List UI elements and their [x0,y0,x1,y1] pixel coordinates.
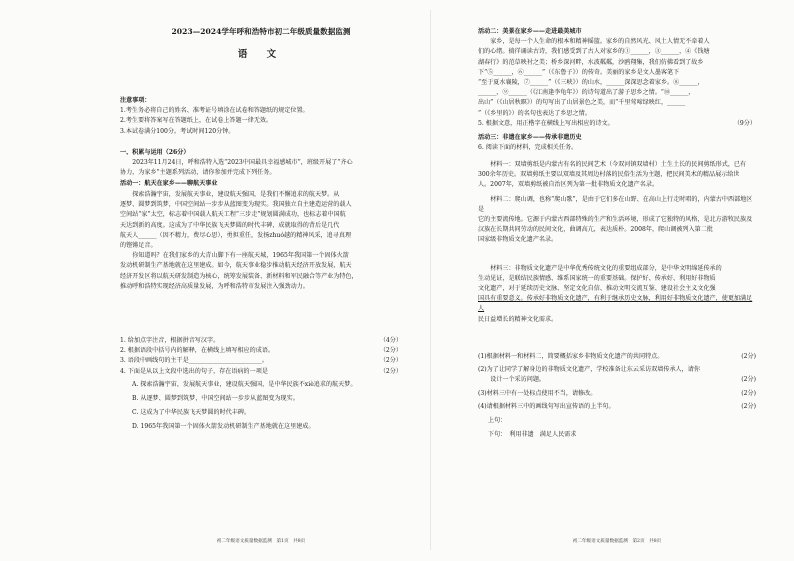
activity-heading: 活动三：非遗在家乡——传承非遗历史 [478,134,582,141]
activity-two [478,27,756,129]
section-heading: 一、积累与运用（26分） [120,149,190,156]
page-footer: 初二年级语文质量数据监测 第1页 共8页 [216,539,306,544]
note-item: 1.考生务必将自己的姓名、准考证号填涂在试卷和答题纸的规定位置。 [120,107,309,115]
question-1 [120,336,402,346]
passage-line: 推动呼和浩特实现经济高质量发展，为呼和浩特市发展注入强劲动力。 [120,282,309,290]
question-score: （9分） [733,119,756,127]
task-text: (2)为了让同学了解身边的非物质文化遗产，学校准备让东云采访双墙传承人，请你 [478,366,700,374]
questions [120,336,402,433]
notes-section [120,96,402,137]
question-text: 3. 语段中画线句的主干是________________________。 [120,357,268,365]
exam-title: 2023—2024学年呼和浩特市初二年级质量数据监测 [171,27,351,36]
passage-line: 你知道吗？在我们家乡的大青山脚下有一座航天城，1965年我国第一个固体火箭 [132,252,349,260]
option-a: A. 探索浩瀚宇宙，发展航天事业，建设航天强国，是中华民族不xiè追求的航天梦。 [132,380,357,388]
option-b: B. 从逐梦、圆梦到筑梦，中国空间站一步步从蓝图变为现实。 [132,395,299,403]
intro-line: 2023年11月24日，呼和浩特入选“2023中国最具幸福感城市”，班级开展了“齐心 [132,159,353,167]
activity-heading: 活动一：航天在家乡——聊航天事业 [120,179,218,187]
question-text: 4. 下面是从以上文段中选出的句子，存在语病的一项是 [120,367,268,375]
right-page [478,0,756,561]
material-line: 材料一：双墙剪纸是内蒙古有名的民间艺术（今双河镇双墙村）土生土长的民间剪纸形式，已有 [490,161,747,168]
passage-line: ______，⑨______（《江南逢李龟年》）的诗句道出了游子思乡之情。“⑩______， [478,89,695,97]
subject-title: 语 文 [237,49,285,60]
material-line: 材料二：爬山调，也称“爬山歌”，是由于它们多在山野、在高山上行走时唱的，内蒙古中西部地区是 [478,195,753,213]
material-line: 国家级非物质文化遗产名录。 [478,236,558,244]
task-3 [478,389,756,399]
question-score: （2分） [379,357,402,365]
lower-line: 下句： 利用非遗 满足人民需求 [488,431,577,439]
passage-line: 湖春行》的范草映衬之美；桥乡深河畔，水波粼粼，沙鸥翔集，我们仿佛看到了故乡 [478,58,704,66]
passage [120,190,402,292]
question-3 [120,356,402,366]
material-line: 文化遗产，对于延续历史文脉、坚定文化自信、推动文明交流互鉴、建设社会主义文化强 [478,285,716,293]
task-4 [478,402,756,412]
option-c: C. 这成为了中华民族飞天梦圆的时代丰碑。 [132,409,251,417]
passage-line: ”（《乡里的》）的名句也表达了乡思之情。 [478,109,591,117]
passage-line: 的铿锵足音。 [120,242,157,250]
materials [478,160,756,325]
question-text: 2. 根据语段中括号内的解释，在横线上填写相应的成语。 [120,347,275,355]
passage-line: 天达到新的高度。这成为了中华民族飞天梦圆的时代丰碑，成就取得的背后是几代 [120,221,340,229]
passage-line: 家乡，是每一个人生命的根本和精神摇篮。家乡的自然风光、风土人情无不牵着人 [490,38,710,46]
passage-line: 逐梦、圆梦到筑梦，中国空间站一步步从蓝图变为现实。我国独立自主建造运营的载人 [120,201,352,209]
material-line: 汉族在长期共同劳动的民间文化，曲调高亢，表达质朴。2008年，爬山调被列入第二批 [478,226,713,234]
task-text: (3)材料三中有一处标点使用不当，请修改。 [478,389,597,397]
passage-line: 空间站“家”太空，标志着中国载人航天工程“三步走”规划圆满成功，也标志着中国航 [120,211,346,219]
question-4 [120,367,402,377]
passage-line: 航天人______（因不精力，费尽心思），勇担重任，发扬zhuó越的精神风采，追寻真理 [120,231,352,239]
material-line: 300余年历史。双墙剪纸主要以双墙及其周边村落的民俗生活为主题，把民间美术的精品展示给世 [478,171,740,179]
page-divider [430,10,431,550]
question-score: （2分） [379,367,402,375]
task-score: (2分) [741,402,756,410]
passage-line: “至于夏水襄陵，⑦______”（《三峡》）的山水，______深深思念着家乡。⑧______， [478,79,704,87]
note-item: 2.考生要将答案写在答题纸上，在试卷上答题一律无效。 [120,117,273,125]
section-one [120,148,402,189]
activity-three [478,133,756,153]
task-text: 设计一个采访问题。 [478,376,546,384]
page-footer: 初二年级语文质量数据监测 第2页 共8页 [572,539,662,544]
upper-line: 上句： [488,417,507,425]
question-score: （2分） [379,347,402,355]
passage-line: 发动机研制生产基地就在这里建成。如今，航天事业稳步推动航天经济开放发展，航天 [120,262,352,270]
option-d: D. 1965年我国第一个固体火箭发动机研制生产基地就在这里建成。 [132,423,315,431]
task-text: (1)根据材料一和材料二，简要概括家乡非物质文化遗产的共同特点。 [478,353,664,360]
passage-line: 经济开发区将以航天研发制造为核心，统筹发展装备、新材料和军民融合等产业为特色， [120,272,358,280]
question-text: 1. 给加点字注音，根据拼音写汉字。 [120,337,220,344]
intro-line: 协力，为家乡”主题系列活动，请你参加并完成下列任务。 [120,169,276,177]
material-line: 国具有重要意义。传承好非物质文化遗产，有利于继承历史文脉，利用好非物质文化遗产，使更加满足人 [478,295,753,313]
tasks [478,352,756,440]
task-2 [478,365,756,375]
passage-line: 们的心绪。徜徉诵读古诗，我们感受到了古人对家乡的①______，③______，④《钱塘 [478,48,710,56]
task-score: (2分) [741,353,756,360]
left-page [120,0,402,561]
question-6: 6. 阅读下面的材料，完成相关任务。 [478,144,578,152]
notes-heading: 注意事项： [120,97,151,104]
passage-line: 探索浩瀚宇宙，发展航天事业，建设航天强国，是我们不懈追求的航天梦。从 [132,191,340,198]
activity-heading: 活动二：美景在家乡——走进最美城市 [478,28,582,35]
material-line: 生动见证，是联结民族情感、维系国家统一的重要基础。保护好、传承好、利用好非物质 [478,274,716,282]
question-2 [120,346,402,356]
task-1 [478,352,756,362]
task-text: (4)请根据材料三中的画线句写出宣传语的上半句。 [478,402,615,410]
task-score: (2分) [741,389,756,397]
passage-line: 下“⑤______，⑥______”（《东鲁子》）的传奇。美丽的家乡是文人墨客笔下 [478,68,680,76]
question-score: （4分） [379,337,402,344]
question-text: 5. 根据文意，用正楷字在横线上写出相应的诗文。 [478,119,614,127]
material-line: 人。2007年，双墙剪纸被自治区列为第一批非物质文化遗产名录。 [478,181,659,189]
task-score: (2分) [741,376,756,384]
material-line: 民日益增长的精神文化需求。 [478,315,558,323]
note-item: 3.本试卷满分100分。考试时间120分钟。 [120,127,235,135]
task-2-cont [478,375,756,385]
material-line: 它的主要流传地。它源于内蒙古西部特殊的生产和生活环境，形成了它独特的风格，是北方游牧民族及 [478,216,753,224]
material-line: 材料三：非物质文化遗产是中华优秀传统文化的重要组成部分，是中华文明绵延传承的 [490,264,722,272]
question-5 [478,119,756,129]
passage-line: 出山”（《山居秋暝》）的句写出了山居景色之美，而“千里莺啼绿映红，______ [478,99,686,107]
